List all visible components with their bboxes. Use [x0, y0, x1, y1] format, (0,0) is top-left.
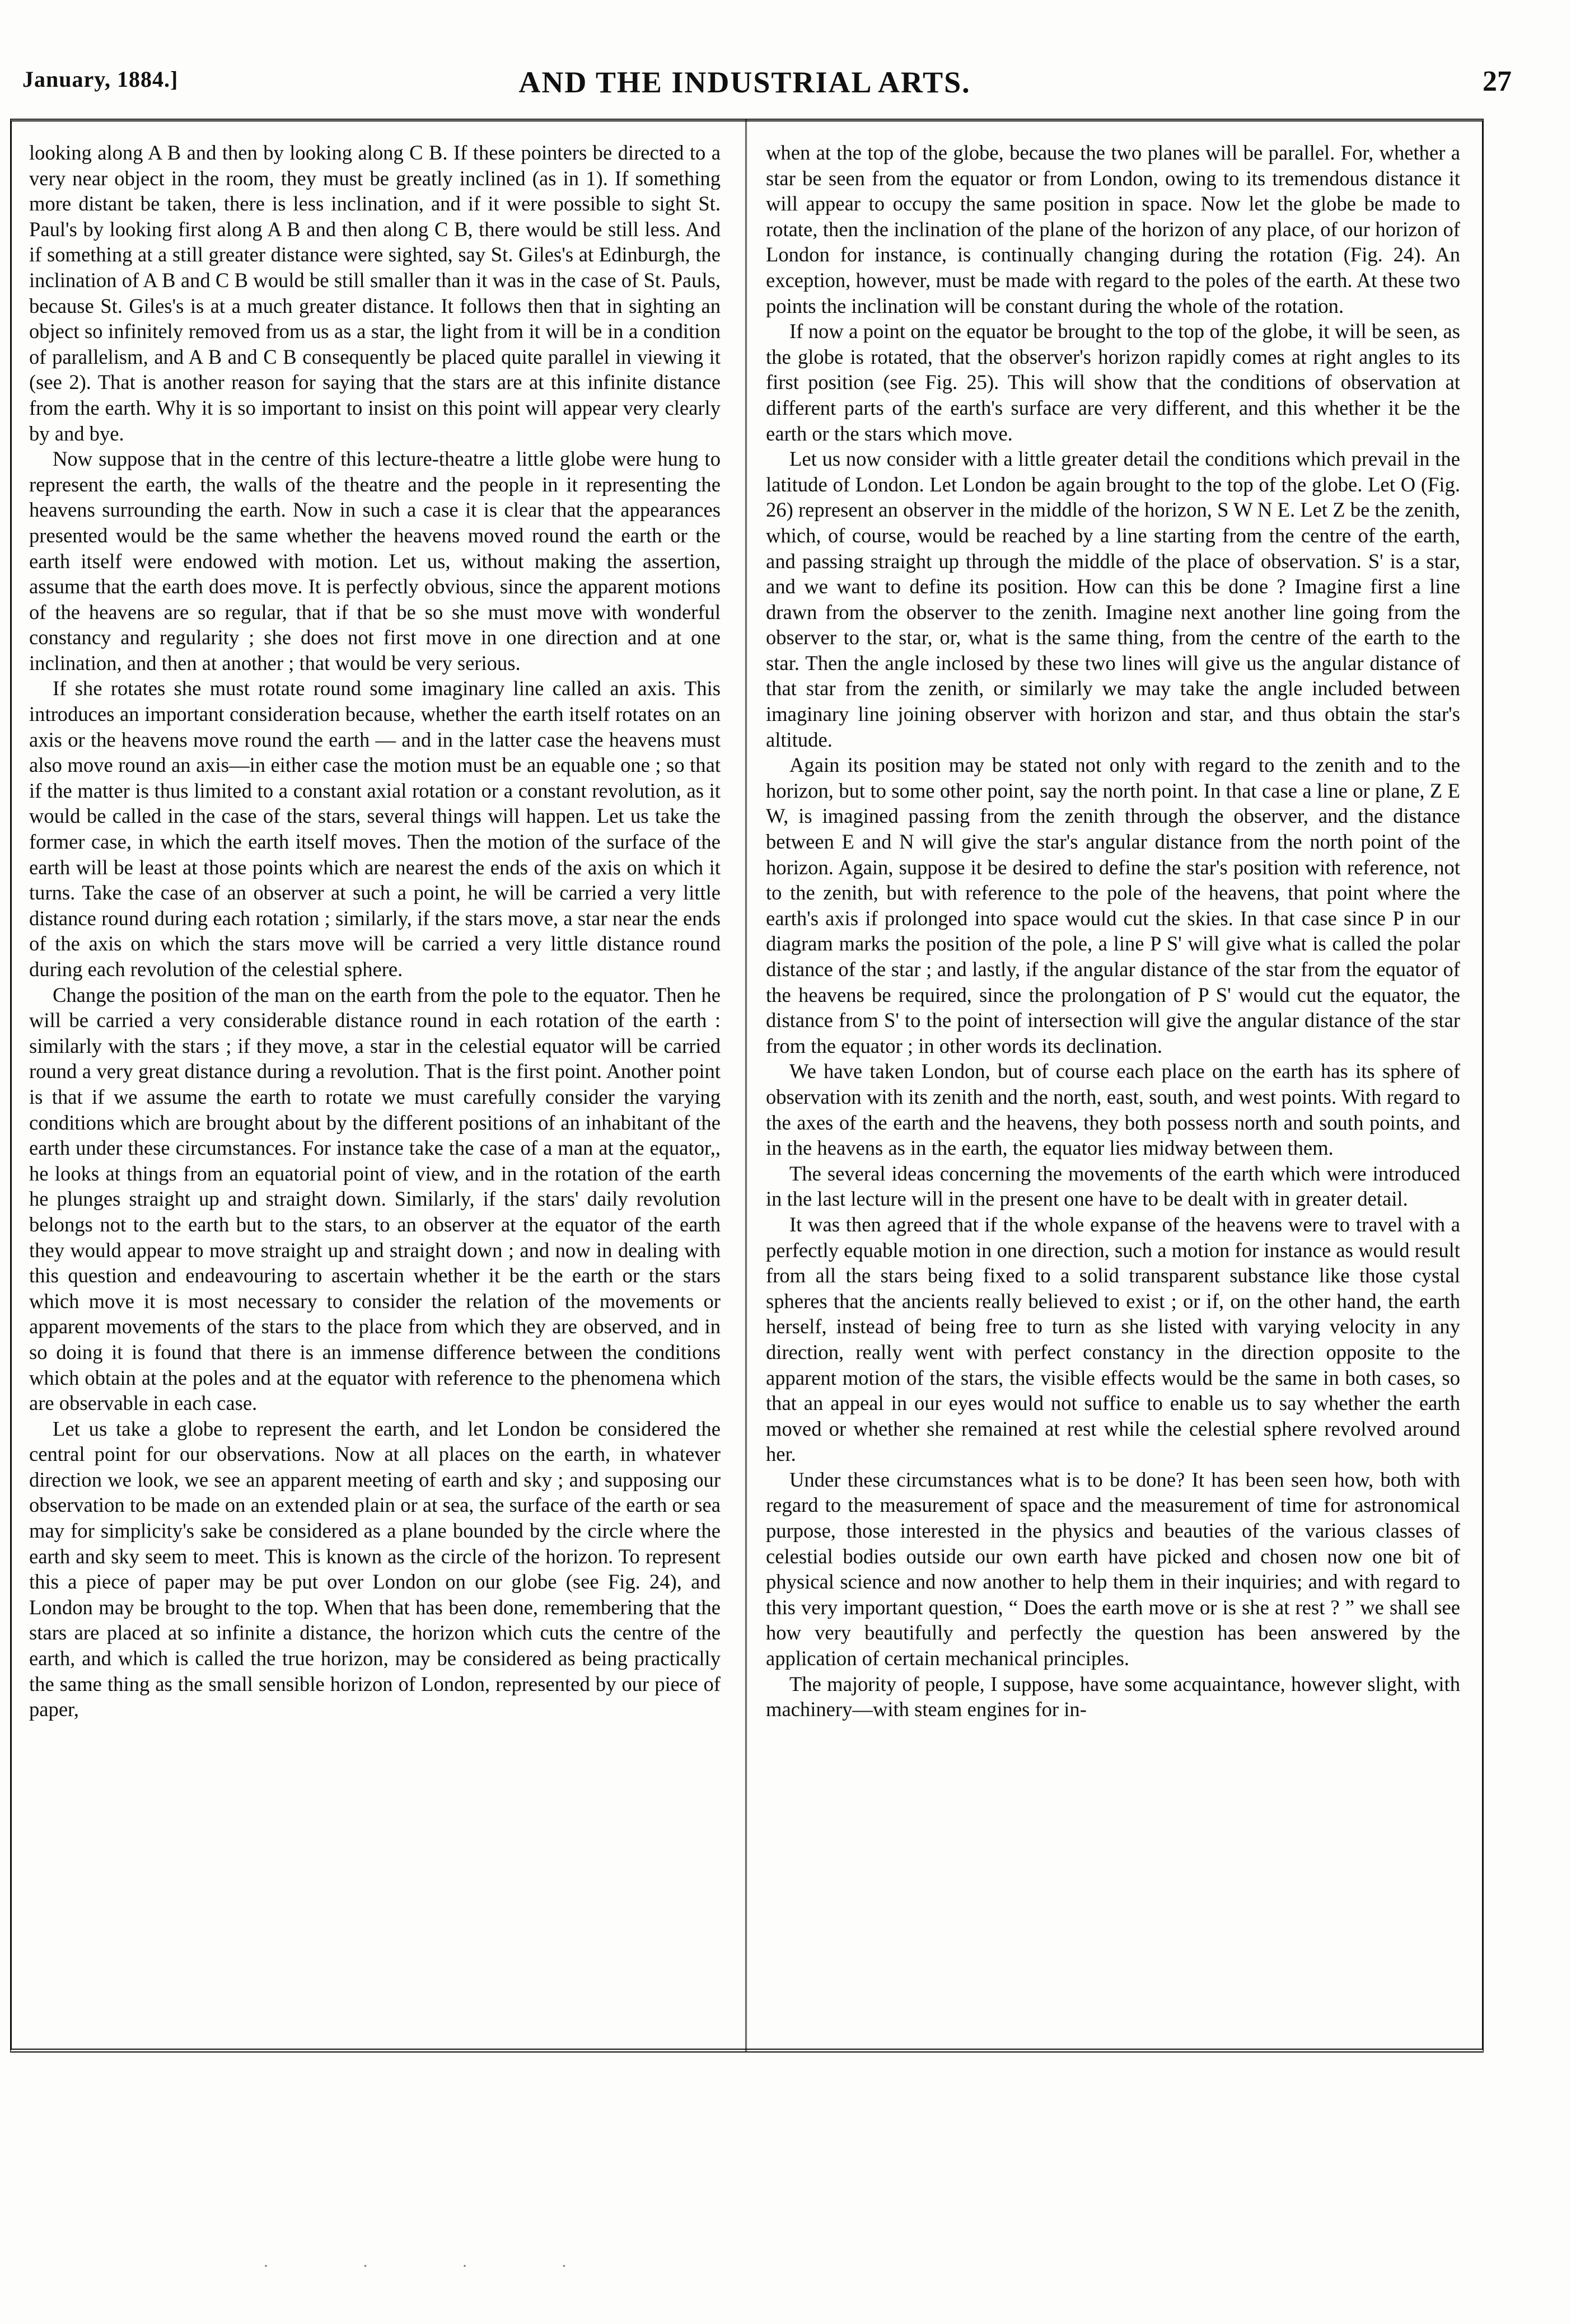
paragraph: Under these circumstances what is to be done? It has been seen how, both with regard to the measurement of space and the measurement of time for astronomical purpose, those interested in the physics and beauties of the various classes of celestial bodies outside our own earth have picked and chosen now one bit of physical science and now another to help them in their inquiries; and with regard to this very important question, “ Does the earth move or is she at rest ? ” we shall see how very beautifully and perfectly the question has been answered by the application of certain mechanical principles. — [766, 1468, 1460, 1670]
paragraph: when at the top of the globe, because the two planes will be parallel. For, whether a star be seen from the equator or from London, owing to its tremendous distance it will appear to occupy the same position in space. Now let the globe be made to rotate, then the inclination of the plane of the horizon of any place, of our horizon of London for instance, is continually changing during the rotation (Fig. 24). An exception, however, must be made with regard to the poles of the earth. At these two points the inclination will be constant during the whole of the rotation. — [766, 141, 1460, 317]
column-divider — [745, 119, 747, 2053]
paragraph: Let us now consider with a little greater detail the conditions which prevail in the latitude of London. Let London be again brought to the top of the globe. Let O (Fig. 26) represent an observer in the middle of the horizon, S W N E. Let Z be the zenith, which, of course, would be reached by a line starting from the centre of the earth, and passing straight up through the middle of the place of observation. S' is a star, and we want to define its position. How can this be done ? Imagine first a line drawn from the observer to the zenith. Imagine next another line going from the observer to the star, or, what is the same thing, from the centre of the earth to the star. Then the angle inclosed by these two lines will give us the angular distance of that star from the zenith, or similarly we may take the angle included between imaginary line joining observer with horizon and star, and thus obtain the star's altitude. — [766, 447, 1460, 751]
left-column — [29, 140, 721, 2037]
issue-date: January, 1884.] — [22, 67, 179, 92]
scan-specks: · · · · — [263, 2257, 612, 2275]
paragraph: The majority of people, I suppose, have some acquaintance, however slight, with machinery—with steam engines for in- — [766, 1672, 1460, 1721]
paragraph: If now a point on the equator be brought to the top of the globe, it will be seen, as the globe is rotated, that the observer's horizon rapidly comes at right angles to its first position (see Fig. 25). This will show that the conditions of observation at different parts of the earth's surface are very different, and this whether it be the earth or the stars which move. — [766, 320, 1460, 445]
paragraph: If she rotates she must rotate round some imaginary line called an axis. This introduces an important consideration because, whether the earth itself rotates on an axis or the heavens move round the earth — and in the latter case the heavens must also move round an axis—in either case the motion must be an equable one ; so that if the matter is thus limited to a constant axial rotation or a constant revolution, as it would be called in the case of the stars, several things will happen. Let us take the former case, in which the earth itself moves. Then the motion of the surface of the earth will be least at those points which are nearest the ends of the axis on which it turns. Take the case of an observer at such a point, he will be carried a very little distance round during each rotation ; similarly, if the stars move, a star near the ends of the axis on which the stars move will be carried a very little distance round during each revolution of the celestial sphere. — [29, 677, 721, 981]
paragraph: looking along A B and then by looking along C B. If these pointers be directed to a very near object in the room, they must be greatly inclined (as in 1). If something more distant be taken, there is less inclination, and if it were possible to sight St. Paul's by looking first along A B and then along C B, there would be still less. And if something at a still greater distance were sighted, say St. Giles's at Edinburgh, the inclination of A B and C B would be still smaller than it was in the case of St. Pauls, because St. Giles's is at a much greater distance. It follows then that in sighting an object so infinitely removed from us as a star, the light from it will be in a condition of parallelism, and A B and C B consequently be placed quite parallel in viewing it (see 2). That is another reason for saying that the stars are at this infinite distance from the earth. Why it is so important to insist on this point will appear very clearly by and bye. — [29, 141, 721, 445]
right-column — [766, 140, 1460, 2037]
paragraph: Let us take a globe to represent the earth, and let London be considered the central point for our observations. Now at all places on the earth, in whatever direction we look, we see an apparent meeting of earth and sky ; and supposing our observation to be made on an extended plain or at sea, the surface of the earth or sea may for simplicity's sake be considered as a plane bounded by the circle where the earth and sky seem to meet. This is known as the circle of the horizon. To represent this a piece of paper may be put over London on our globe (see Fig. 24), and London may be brought to the top. When that has been done, remembering that the stars are placed at so infinite a distance, the horizon which cuts the centre of the earth, and which is called the true horizon, may be considered as being practically the same thing as the small sensible horizon of London, represented by our piece of paper, — [29, 1417, 721, 1721]
paragraph: Change the position of the man on the earth from the pole to the equator. Then he will be carried a very considerable distance round in each rotation of the earth : similarly with the stars ; if they move, a star in the celestial equator will be carried round a very great distance during a revolution. That is the first point. Another point is that if we assume the earth to rotate we must carefully consider the varying conditions which are brought about by the different positions of an inhabitant of the earth under these circumstances. For instance take the case of a man at the equator,, he looks at things from an equatorial point of view, and in the rotation of the earth he plunges straight up and straight down. Similarly, if the stars' daily revolution belongs not to the earth but to the stars, to an observer at the equator of the earth they would appear to move straight up and straight down ; and now in dealing with this question and endeavouring to ascertain whether it be the earth or the stars which move it is most necessary to consider the relation of the movements or apparent movements of the stars to the place from which they are observed, and in so doing it is found that there is an immense difference between the conditions which obtain at the poles and at the equator with reference to the phenomena which are observable in each case. — [29, 983, 721, 1415]
running-header — [22, 65, 1512, 111]
running-title: AND THE INDUSTRIAL ARTS. — [518, 65, 971, 99]
paragraph: The several ideas concerning the movements of the earth which were introduced in the last lecture will in the present one have to be dealt with in greater detail. — [766, 1161, 1460, 1211]
paragraph: Again its position may be stated not only with regard to the zenith and to the horizon, but to some other point, say the north point. In that case a line or plane, Z E W, is imagined passing from the zenith through the observer, and the distance between E and N will give the star's angular distance from the north point of the horizon. Again, suppose it be desired to define the star's position with reference, not to the zenith, but with reference to the pole of the heavens, that point where the earth's axis if prolonged into space would cut the skies. In that case since P in our diagram marks the position of the pole, a line P S' will give what is called the polar distance of the star ; and lastly, if the angular distance of the star from the equator of the heavens be required, since the prolongation of P S' would cut the equator, the distance from S' to the point of intersection will give the angular distance of the star from the equator ; in other words its declination. — [766, 753, 1460, 1057]
page-number: 27 — [1483, 65, 1512, 97]
paragraph: It was then agreed that if the whole expanse of the heavens were to travel with a perfectly equable motion in one direction, such a motion for instance as would result from all the stars being fixed to a solid transparent substance like those cystal spheres that the ancients really believed to exist ; or if, on the other hand, the earth herself, instead of being free to turn as she listed with varying velocity in any direction, really went with perfect constancy in the direction opposite to the apparent motion of the stars, the visible effects would be the same in both cases, so that an appeal in our eyes would not suffice to enable us to say whether the earth moved or whether she remained at rest while the celestial sphere revolved around her. — [766, 1212, 1460, 1466]
paragraph: We have taken London, but of course each place on the earth has its sphere of observation with its zenith and the north, east, south, and west points. With regard to the axes of the earth and the heavens, they both possess north and south points, and in the heavens as in the earth, the equator lies midway between them. — [766, 1060, 1460, 1160]
paragraph: Now suppose that in the centre of this lecture-theatre a little globe were hung to represent the earth, the walls of the theatre and the people in it representing the heavens surrounding the earth. Now in such a case it is clear that the appearances presented would be the same whether the heavens moved round the earth or the earth itself were endowed with motion. Let us, without making the assertion, assume that the earth does move. It is perfectly obvious, since the apparent motions of the heavens are so regular, that if that be so she must move with wonderful constancy and regularity ; she does not first move in one direction and at one inclination, and then at another ; that would be very serious. — [29, 447, 721, 674]
